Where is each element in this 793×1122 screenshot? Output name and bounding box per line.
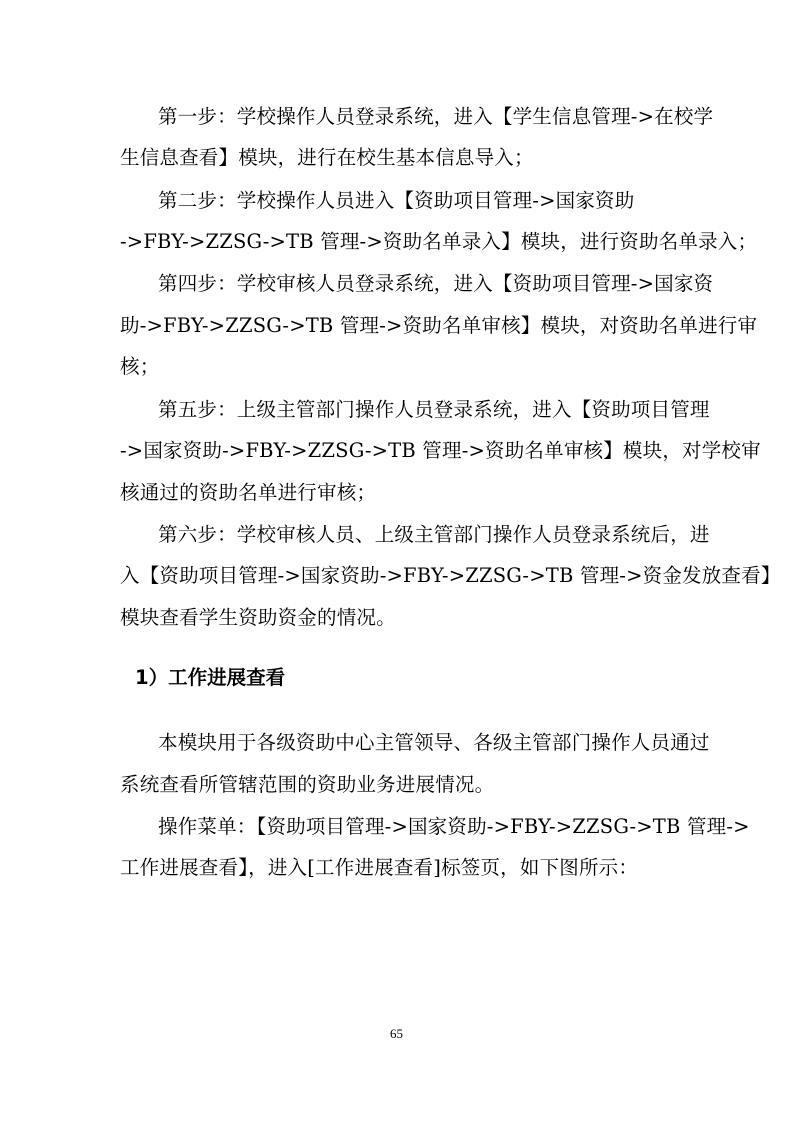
paragraph-line: 系统查看所管辖范围的资助业务进展情况。 (120, 773, 495, 796)
paragraph-line: 本模块用于各级资助中心主管领导、各级主管部门操作人员通过 (158, 731, 710, 754)
paragraph-line: 生信息查看】模块，进行在校生基本信息导入； (120, 146, 534, 169)
paragraph-line: 核通过的资助名单进行审核； (120, 481, 377, 504)
paragraph-line: ->国家资助->FBY->ZZSG->TB 管理->资助名单审核】模块，对学校审 (120, 439, 761, 462)
paragraph-line: 入【资助项目管理->国家资助->FBY->ZZSG->TB 管理->资金发放查看】 (120, 564, 781, 587)
paragraph-line: 第四步：学校审核人员登录系统，进入【资助项目管理->国家资 (158, 272, 714, 295)
paragraph-line: 第六步：学校审核人员、上级主管部门操作人员登录系统后，进 (158, 523, 710, 546)
section-heading: 1）工作进展查看 (135, 666, 286, 689)
paragraph-line: 操作菜单：【资助项目管理->国家资助->FBY->ZZSG->TB 管理-> (158, 815, 750, 838)
paragraph-line: 第一步：学校操作人员登录系统，进入【学生信息管理->在校学 (158, 105, 714, 128)
paragraph-line: 第二步：学校操作人员进入【资助项目管理->国家资助 (158, 189, 635, 212)
paragraph-line: 模块查看学生资助资金的情况。 (120, 606, 396, 629)
page-number: 65 (390, 1026, 403, 1041)
paragraph-line: 工作进展查看】，进入[工作进展查看]标签页，如下图所示： (120, 856, 639, 879)
paragraph-line: 核； (120, 355, 160, 378)
paragraph-line: ->FBY->ZZSG->TB 管理->资助名单录入】模块，进行资助名单录入； (120, 230, 758, 253)
paragraph-line: 助->FBY->ZZSG->TB 管理->资助名单审核】模块，对资助名单进行审 (120, 314, 758, 337)
paragraph-line: 第五步：上级主管部门操作人员登录系统，进入【资助项目管理 (158, 398, 710, 421)
